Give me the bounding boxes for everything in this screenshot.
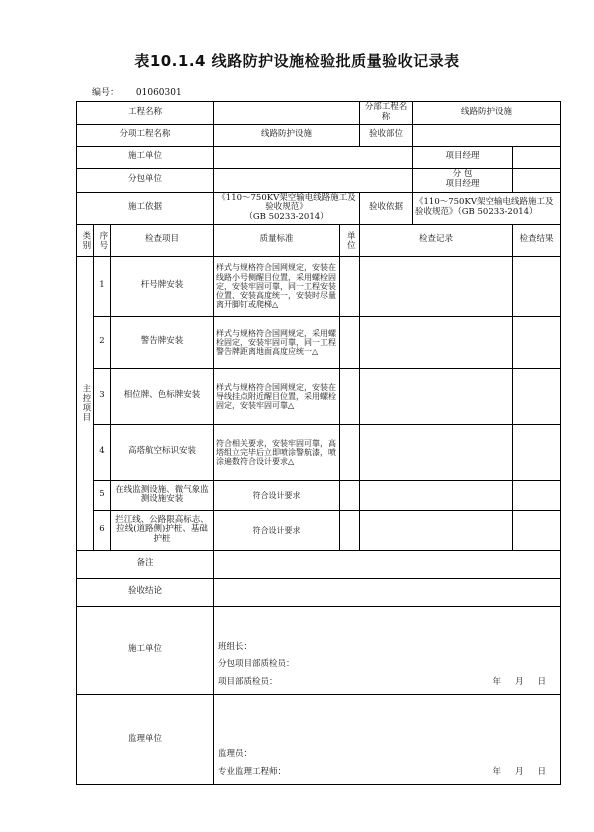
sub-inspector-line: 分包项目部质检员：	[218, 659, 295, 670]
row-unit[interactable]	[340, 316, 360, 368]
table-row	[77, 256, 561, 316]
team-leader-line: 班组长：	[218, 641, 253, 652]
engineer-line	[218, 768, 556, 778]
conclusion-label: 验收结论	[77, 578, 214, 606]
inspector-label: 项目部质检员：	[218, 677, 278, 688]
basis-value: 《110～750KV架空输电线路施工及验收规范》 （GB 50233-2014）	[214, 192, 360, 224]
row-record[interactable]	[360, 316, 513, 368]
row-record[interactable]	[360, 510, 513, 550]
row-seq: 3	[94, 368, 111, 424]
code-label: 编号：	[92, 88, 120, 98]
supervision-date: 年 月 日	[492, 767, 547, 778]
row-record[interactable]	[360, 424, 513, 480]
subcontract-pm-label: 分 包 项目经理	[413, 168, 513, 192]
row-item: 杆号牌安装	[111, 256, 214, 316]
row-seq: 4	[94, 424, 111, 480]
row-standard: 样式与规格符合国网规定，采用螺栓固定，安装牢固可靠，同一工程警告牌距离地面高度应统一△	[214, 316, 340, 368]
row-item: 在线监测设施、微气象监测设施安装	[111, 480, 214, 510]
project-manager-label: 项目经理	[413, 146, 513, 168]
row-record[interactable]	[360, 256, 513, 316]
row-unit[interactable]	[340, 368, 360, 424]
subcontract-unit-label: 分包单位	[77, 168, 214, 192]
row-item: 相位牌、色标牌安装	[111, 368, 214, 424]
col-seq: 序号	[94, 224, 111, 256]
accept-part-label: 验收部位	[360, 124, 413, 146]
acceptance-record-table	[76, 101, 561, 785]
row-standard: 符合设计要求	[214, 510, 340, 550]
row-standard: 样式与规格符合国网规定，安装在导线挂点附近醒目位置，采用螺栓固定，安装牢固可靠△	[214, 368, 340, 424]
row-seq: 5	[94, 480, 111, 510]
remarks-label: 备注	[77, 550, 214, 578]
construction-sign-block[interactable]	[214, 606, 561, 694]
row-unit[interactable]	[340, 480, 360, 510]
construction-sign-label: 施工单位	[77, 606, 214, 694]
col-item: 检查项目	[111, 224, 214, 256]
table-row	[77, 510, 561, 550]
subdivision-value[interactable]: 线路防护设施	[214, 124, 360, 146]
row-standard: 符合设计要求	[214, 480, 340, 510]
subdivision-label: 分项工程名称	[77, 124, 214, 146]
subcontract-pm-value[interactable]	[513, 168, 561, 192]
row-result[interactable]	[513, 368, 561, 424]
construction-date: 年 月 日	[492, 677, 547, 688]
col-result: 检查结果	[513, 224, 561, 256]
basis-label: 施工依据	[77, 192, 214, 224]
row-result[interactable]	[513, 316, 561, 368]
division-label: 分部工程名称	[360, 102, 413, 125]
page-title: 表10.1.4 线路防护设施检验批质量验收记录表	[134, 52, 460, 70]
division-value[interactable]: 线路防护设施	[413, 102, 561, 125]
col-category: 类别	[77, 224, 94, 256]
construction-unit-label: 施工单位	[77, 146, 214, 168]
row-unit[interactable]	[340, 256, 360, 316]
conclusion-value[interactable]	[214, 578, 561, 606]
row-result[interactable]	[513, 510, 561, 550]
table-row	[77, 480, 561, 510]
table-row	[77, 424, 561, 480]
accept-basis-value: 《110～750KV架空输电线路施工及验收规范》（GB 50233-2014）	[413, 192, 561, 224]
row-seq: 6	[94, 510, 111, 550]
accept-part-value[interactable]	[413, 124, 561, 146]
row-item: 高塔航空标识安装	[111, 424, 214, 480]
code-value: 01060301	[135, 88, 182, 98]
row-unit[interactable]	[340, 510, 360, 550]
remarks-value[interactable]	[214, 550, 561, 578]
supervisor-line: 监理员：	[218, 749, 253, 760]
row-standard: 样式与规格符合国网规定，安装在线路小号侧醒目位置，采用螺栓固定，安装牢固可靠，同一工程安装位置、安装高度统一，安装时尽量离开脚钉或爬梯△	[214, 256, 340, 316]
supervision-sign-label: 监理单位	[77, 694, 214, 784]
row-record[interactable]	[360, 368, 513, 424]
engineer-label: 专业监理工程师：	[218, 767, 287, 778]
form-code	[92, 85, 196, 98]
col-standard: 质量标准	[214, 224, 340, 256]
project-manager-value[interactable]	[513, 146, 561, 168]
row-item: 拦江线、公路限高标志、拉线(道路侧)护桩、基础护桩	[111, 510, 214, 550]
row-seq: 2	[94, 316, 111, 368]
category-main-control: 主控项目	[77, 256, 94, 550]
row-result[interactable]	[513, 480, 561, 510]
table-row	[77, 368, 561, 424]
table-row	[77, 316, 561, 368]
inspector-line	[218, 678, 556, 688]
construction-unit-value[interactable]	[214, 146, 413, 168]
col-unit: 单位	[340, 224, 360, 256]
project-name-value[interactable]	[214, 102, 360, 125]
row-seq: 1	[94, 256, 111, 316]
row-record[interactable]	[360, 480, 513, 510]
row-unit[interactable]	[340, 424, 360, 480]
row-result[interactable]	[513, 424, 561, 480]
project-name-label: 工程名称	[77, 102, 214, 125]
subcontract-unit-value[interactable]	[214, 168, 413, 192]
accept-basis-label: 验收依据	[360, 192, 413, 224]
col-record: 检查记录	[360, 224, 513, 256]
supervision-sign-block[interactable]	[214, 694, 561, 784]
row-result[interactable]	[513, 256, 561, 316]
row-standard: 符合相关要求，安装牢固可靠，高塔组立完毕后立即喷涂警航漆，喷涂遍数符合设计要求△	[214, 424, 340, 480]
row-item: 警告牌安装	[111, 316, 214, 368]
